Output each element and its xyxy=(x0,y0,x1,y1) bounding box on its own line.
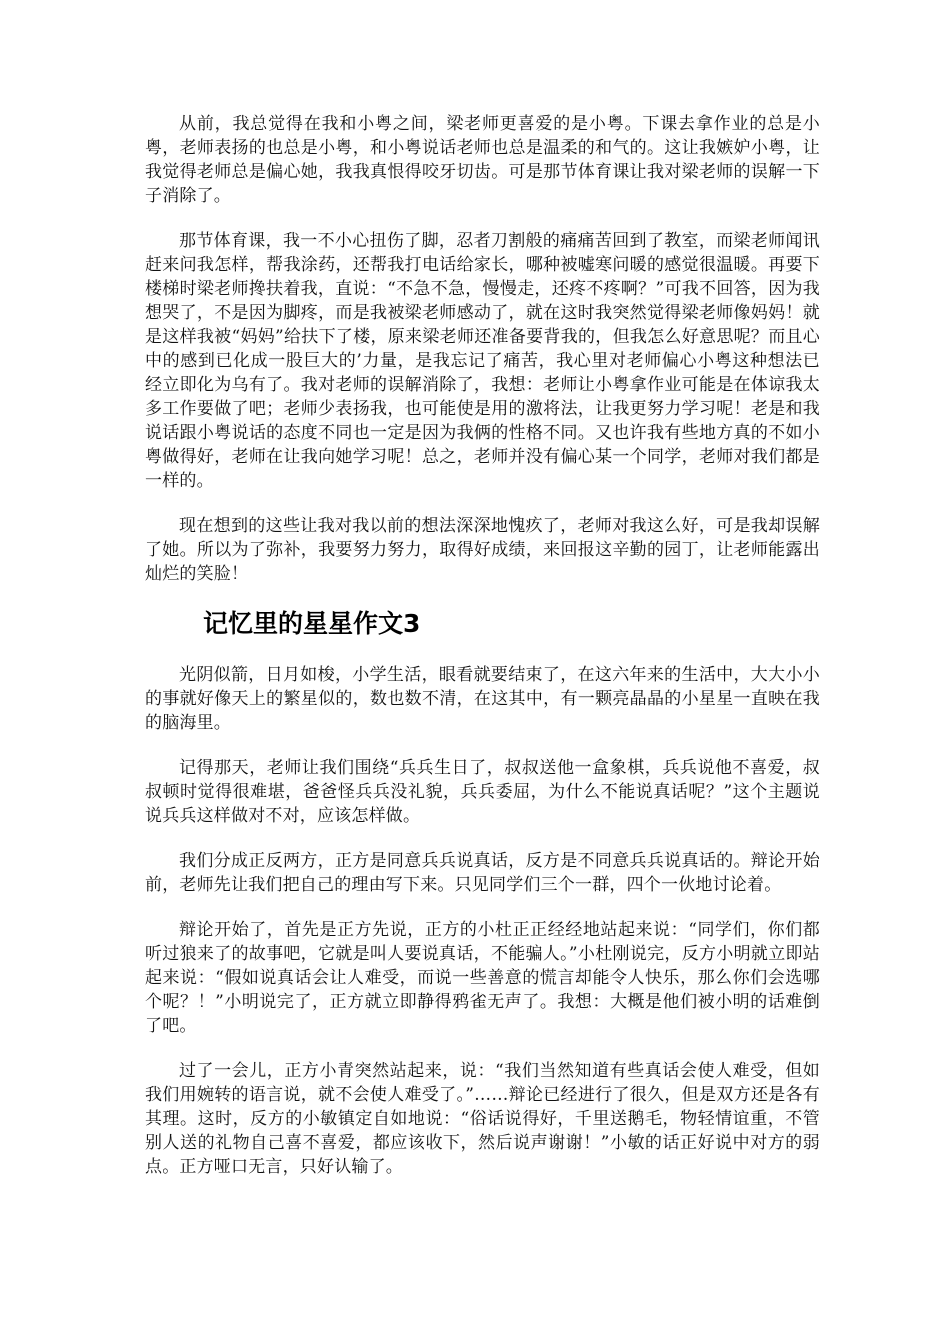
paragraph: 从前，我总觉得在我和小粤之间，梁老师更喜爱的是小粤。下课去拿作业的总是小粤，老师表扬的也总是小粤，和小粤说话老师也总是温柔的和气的。这让我嫉妒小粤，让我觉得老师总是偏心她，我我真恨得咬牙切齿。可是那节体育课让我对梁老师的误解一下子消除了。 xyxy=(145,114,820,206)
paragraph: 过了一会儿，正方小青突然站起来，说：“我们当然知道有些真话会使人难受，但如我们用婉转的语言说，就不会使人难受了。”……辩论已经进行了很久，但是双方还是各有其理。这时，反方的小敏镇定自如地说：“俗话说得好，千里送鹅毛，物轻情谊重，不管别人送的礼物自己喜不喜爱，都应该收下，然后说声谢谢！”小敏的话正好说中对方的弱点。正方哑口无言，只好认输了。 xyxy=(145,1061,820,1177)
paragraph: 现在想到的这些让我对我以前的想法深深地愧疚了，老师对我这么好，可是我却误解了她。所以为了弥补，我要努力努力，取得好成绩，来回报这辛勤的园丁，让老师能露出灿烂的笑脸！ xyxy=(145,516,820,584)
paragraph: 我们分成正反两方，正方是同意兵兵说真话，反方是不同意兵兵说真话的。辩论开始前，老师先让我们把自己的理由写下来。只见同学们三个一群，四个一伙地讨论着。 xyxy=(145,851,820,895)
paragraph: 记得那天，老师让我们围绕“兵兵生日了，叔叔送他一盒象棋，兵兵说他不喜爱，叔叔顿时觉得很难堪，爸爸怪兵兵没礼貌，兵兵委屈，为什么不能说真话呢？”这个主题说说兵兵这样做对不对，应该怎样做。 xyxy=(145,758,820,826)
section-heading: 记忆里的星星作文3 xyxy=(203,609,421,638)
paragraph: 那节体育课，我一不小心扭伤了脚，忍者刀割般的痛痛苦回到了教室，而梁老师闻讯赶来问我怎样，帮我涂药，还帮我打电话给家长，哪种被嘘寒问暖的感觉很温暖。再要下楼梯时梁老师搀扶着我，直说：“不急不急，慢慢走，还疼不疼啊？”可我不回答，因为我想哭了，不是因为脚疼，而是我被梁老师感动了，就在这时我突然觉得梁老师像妈妈！就是这样我被“妈妈”给扶下了楼，原来梁老师还准备要背我的，但我怎么好意思呢？而且心中的感到已化成一股巨大的’力量，是我忘记了痛苦，我心里对老师偏心小粤这种想法已经立即化为乌有了。我对老师的误解消除了，我想：老师让小粤拿作业可能是在体谅我太多工作要做了吧；老师少表扬我，也可能使是用的激将法，让我更努力学习呢！老是和我说话跟小粤说话的态度不同也一定是因为我俩的性格不同。又也许我有些地方真的不如小粤做得好，老师在让我向她学习呢！总之，老师并没有偏心某一个同学，老师对我们都是一样的。 xyxy=(145,231,820,491)
paragraph: 辩论开始了，首先是正方先说，正方的小杜正正经经地站起来说：“同学们，你们都听过狼来了的故事吧，它就是叫人要说真话，不能骗人。”小杜刚说完，反方小明就立即站起来说：“假如说真话会让人难受，而说一些善意的慌言却能令人快乐，那么你们会选哪个呢？！”小明说完了，正方就立即静得鸦雀无声了。我想：大概是他们被小明的话难倒了吧。 xyxy=(145,920,820,1036)
document-page xyxy=(145,112,820,1200)
paragraph: 光阴似箭，日月如梭，小学生活，眼看就要结束了，在这六年来的生活中，大大小小的事就好像天上的繁星似的，数也数不清，在这其中，有一颗亮晶晶的小星星一直映在我的脑海里。 xyxy=(145,665,820,733)
